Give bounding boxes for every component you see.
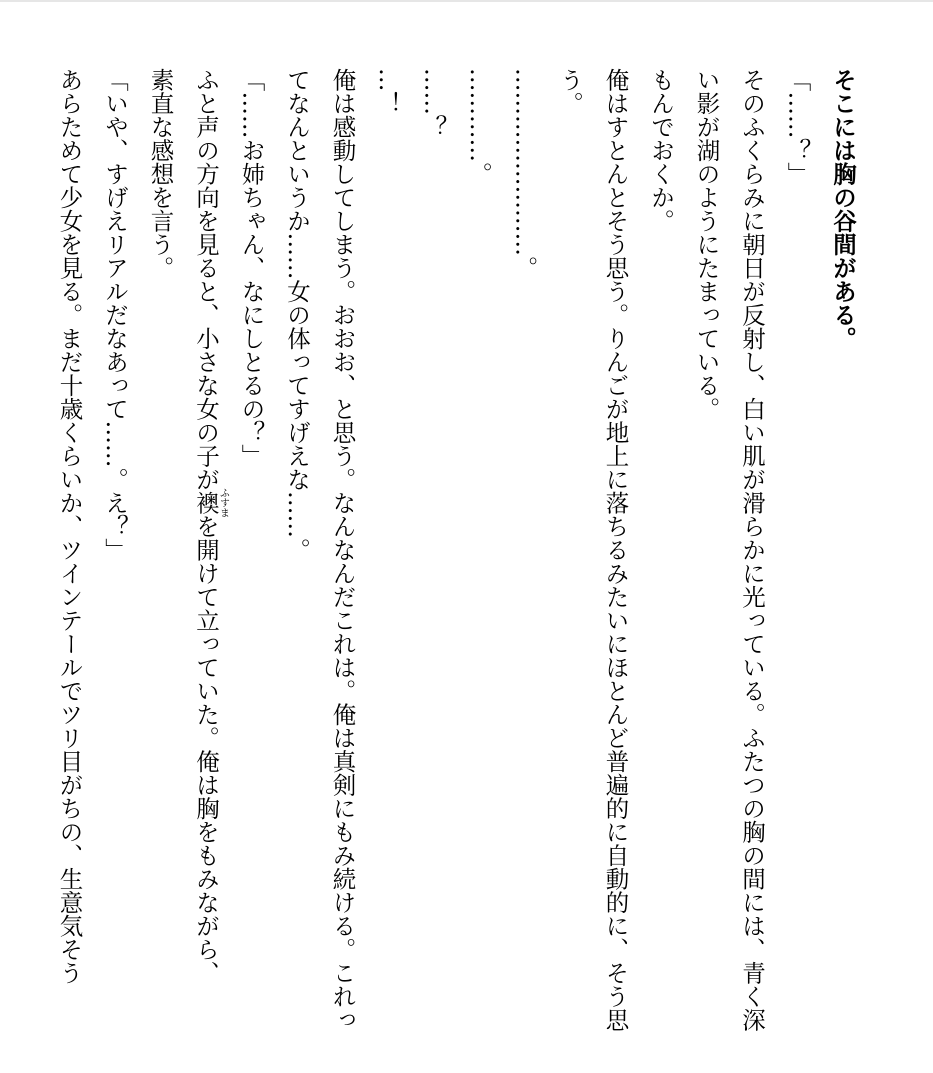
text-line: 俺は感動してしまう。おおお、と思う。なんなんだこれは。俺は真剣にもみ続ける。これってなんというか……女の体ってすげえな……。 xyxy=(283,68,357,1032)
vertical-text-page xyxy=(46,68,865,1048)
text-line: 「……お姉ちゃん、なにしとるの？」 xyxy=(237,68,266,468)
text-segment: を開けて立っていた。俺は胸をもみながら、 xyxy=(192,514,220,985)
text-line: …！ xyxy=(374,68,402,115)
ruby-reading: ふすま xyxy=(217,487,229,518)
text-line: あらためて少女を見る。まだ十歳くらいか、ツインテールでツリ目がちの、生意気そう xyxy=(55,68,84,985)
text-line: そのふくらみに朝日が反射し、白い肌が滑らかに光っている。ふたつの胸の間には、青く深い影が湖のようにたまっている。 xyxy=(692,68,766,1032)
text-line: ……？ xyxy=(419,68,448,139)
ruby-word xyxy=(192,487,229,518)
text-segment: ふと声の方向を見ると、小さな女の子が xyxy=(192,68,220,491)
text-line: 「いや、すげえリアルだなあって……。え？」 xyxy=(101,68,129,562)
text-line: 俺はすとんとそう思う。りんごが地上に落ちるみたいにほとんど普遍的に自動的に、そう思う。 xyxy=(556,68,630,1032)
text-line: 「……？」 xyxy=(783,68,812,186)
heading-line: そこには胸の谷間がある。 xyxy=(829,68,857,350)
text-line: …………。 xyxy=(465,68,493,186)
text-line: 素直な感想を言う。 xyxy=(146,68,175,280)
text-line: もんでおくか。 xyxy=(647,68,675,233)
text-line: ……………………。 xyxy=(510,68,539,280)
top-rule xyxy=(0,0,933,2)
text-line-with-ruby xyxy=(183,68,229,1048)
ruby-base: 襖 xyxy=(192,487,220,518)
